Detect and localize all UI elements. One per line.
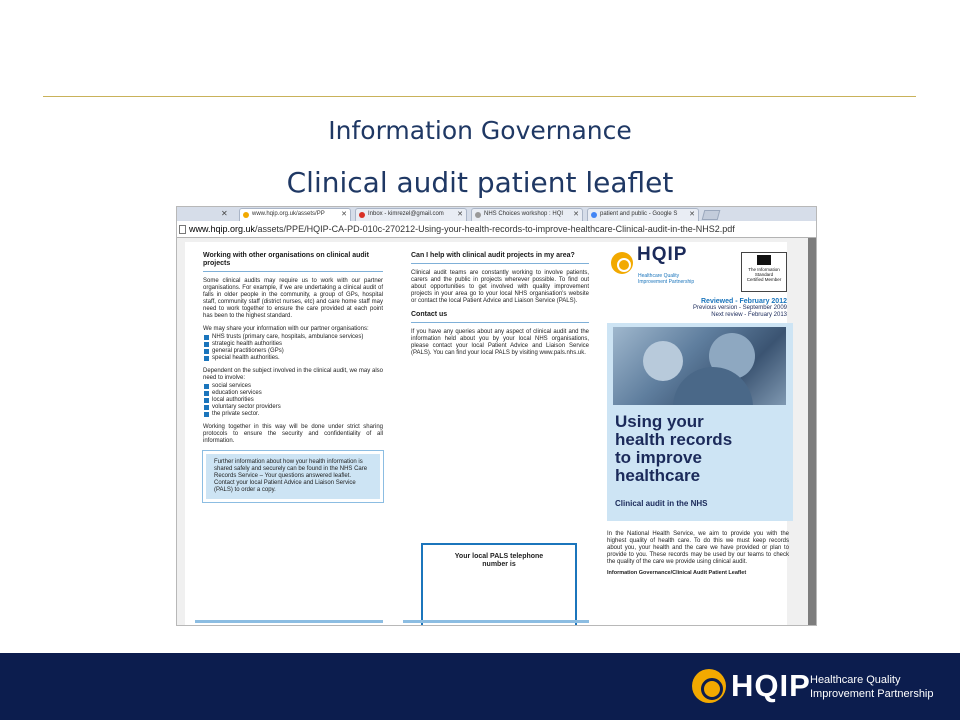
cert-sub: Certified Member (746, 277, 782, 282)
close-icon[interactable]: ✕ (221, 209, 228, 218)
tab-label: NHS Choices workshop : HQI (484, 211, 564, 217)
column-rule (403, 620, 589, 623)
new-tab-button[interactable] (702, 210, 721, 220)
logo-text: HQIP (637, 244, 688, 265)
list-item: general practitioners (GPs) (203, 348, 383, 355)
next-review: Next review - February 2013 (711, 312, 787, 318)
tab-label: patient and public - Google S (600, 211, 678, 217)
cert-title: The Information Standard (748, 267, 780, 277)
tab-bar (177, 207, 817, 221)
col1-heading: Working with other organisations on clinical audit projects (203, 252, 383, 272)
col1-para4: Working together in this way will be done under strict sharing protocols to ensure the security and confidentiality of all information. (203, 424, 383, 444)
leaflet-page (185, 242, 787, 626)
close-tab-icon[interactable]: ✕ (573, 211, 579, 218)
leaflet-column-1 (203, 252, 383, 502)
involve-list (203, 383, 383, 418)
cover-title-line: to improve (615, 448, 702, 467)
list-item: voluntary sector providers (203, 404, 383, 411)
column-rule (195, 620, 383, 623)
cover-subtitle: Clinical audit in the NHS (615, 499, 708, 508)
page-icon (179, 225, 186, 234)
col1-para2: We may share your information with our partner organisations: (203, 326, 369, 332)
google-favicon-icon (591, 212, 597, 218)
slide-title-line1: Information Governance (328, 116, 632, 145)
list-item: special health authorities. (203, 355, 383, 362)
tab-label: www.hqip.org.uk/assets/PP (252, 211, 325, 217)
surgeons-photo (613, 327, 786, 405)
cover-title (615, 413, 732, 485)
reviewed-date: Reviewed - February 2012 (701, 298, 787, 305)
footer-logo-subtitle (810, 673, 934, 701)
tab-nhs-choices[interactable] (471, 208, 583, 221)
hqip-footer-logo-icon (692, 669, 726, 703)
info-box: Further information about how your health information is shared safely and securely can be found in the NHS Care Records Service – Your questions answered leaflet. Contact your local Patient Advice and Liaison Service (PALS) to order a copy. (203, 451, 383, 502)
logo-sub-line2: Improvement Partnership (638, 279, 695, 285)
cover-intro-text: In the National Health Service, we aim to provide you with the highest quality of health care. To do this we must keep records about you, your health and the care we have provided or plan to provide to you. These records may be used by our teams to check the quality of the care we provide using clinical audit. (607, 531, 789, 565)
gmail-favicon-icon (359, 212, 365, 218)
slide-title-line2: Clinical audit patient leaflet (286, 166, 674, 199)
top-divider (43, 96, 916, 97)
col2-para1: Clinical audit teams are constantly working to involve patients, carers and the public in projects wherever possible. To find out about opportunities to get involved with quality improvement projects in your area go to your local NHS organisation's website or contact the local Patient Advice and Liaison Service (PALS). (411, 270, 589, 304)
cover-panel (607, 323, 793, 521)
list-item: strategic health authorities (203, 341, 383, 348)
leaflet-column-3 (607, 244, 797, 577)
col2-heading2: Contact us (411, 311, 589, 323)
footer-sub-line2: Improvement Partnership (810, 688, 934, 700)
col1-para1: Some clinical audits may require us to work with our partner organisations. For example, if we are undertaking a clinical audit of falls in older people in the community, a group of GPs, hospital staff, community staff (district nurses, etc) and care home staff may need to work together to ensure the care provided at each point has been to the highest standard. (203, 278, 383, 319)
cover-title-line: Using your (615, 412, 704, 431)
url-host: www.hqip.org.uk (189, 224, 256, 234)
logo-subtitle (638, 273, 694, 285)
hqip-logo (607, 244, 797, 288)
partner-list (203, 334, 383, 362)
pdf-viewer (177, 238, 817, 626)
previous-version: Previous version - September 2009 (692, 305, 787, 311)
information-standard-badge (741, 252, 787, 292)
url-path: /assets/PPE/HQIP-CA-PD-010c-270212-Using-your-health-records-to-improve-healthcare-Clinical-audit-in-the-NHS2.pdf (255, 224, 735, 234)
col1-para3: Dependent on the subject involved in the clinical audit, we may also need to involve: (203, 368, 383, 381)
cover-footer-text: Information Governance/Clinical Audit Patient Leaflet (607, 570, 747, 576)
list-item: social services (203, 383, 383, 390)
leaflet-column-2 (411, 252, 589, 363)
footer-sub-line1: Healthcare Quality (810, 674, 901, 686)
close-tab-icon[interactable]: ✕ (689, 211, 695, 218)
viewer-scrollbar[interactable] (808, 238, 817, 626)
hqip-logo-icon (611, 252, 633, 274)
list-item: local authorities (203, 397, 383, 404)
footer-logo-text: HQIP (731, 668, 811, 703)
pals-box-label: Your local PALS telephone number is (454, 553, 544, 568)
review-info (607, 298, 797, 319)
address-bar[interactable] (177, 221, 817, 238)
close-tab-icon[interactable]: ✕ (341, 211, 347, 218)
list-item: NHS trusts (primary care, hospitals, ambulance services) (203, 334, 383, 341)
logo-sub-line1: Healthcare Quality (638, 273, 680, 279)
pals-telephone-box (421, 543, 577, 626)
cover-title-line: health records (615, 430, 733, 449)
tab-google-search[interactable] (587, 208, 699, 221)
tab-label: Inbox - kimrezel@gmail.com (368, 211, 444, 217)
page-favicon-icon (475, 212, 481, 218)
browser-screenshot (176, 206, 817, 626)
badge-mark-icon (757, 255, 771, 265)
cover-title-line: healthcare (615, 466, 701, 485)
tab-hqip-pdf[interactable] (239, 208, 351, 221)
list-item: the private sector. (203, 411, 383, 418)
hqip-favicon-icon (243, 212, 249, 218)
list-item: education services (203, 390, 383, 397)
col2-para2: If you have any queries about any aspect of clinical audit and the information held about you by your local NHS organisations, please contact your local Patient Advice and Liaison Service (PALS). You can find your local PALS by visiting www.pals.nhs.uk. (411, 329, 589, 356)
close-tab-icon[interactable]: ✕ (457, 211, 463, 218)
tab-gmail[interactable] (355, 208, 467, 221)
col2-heading1: Can I help with clinical audit projects in my area? (411, 252, 589, 264)
